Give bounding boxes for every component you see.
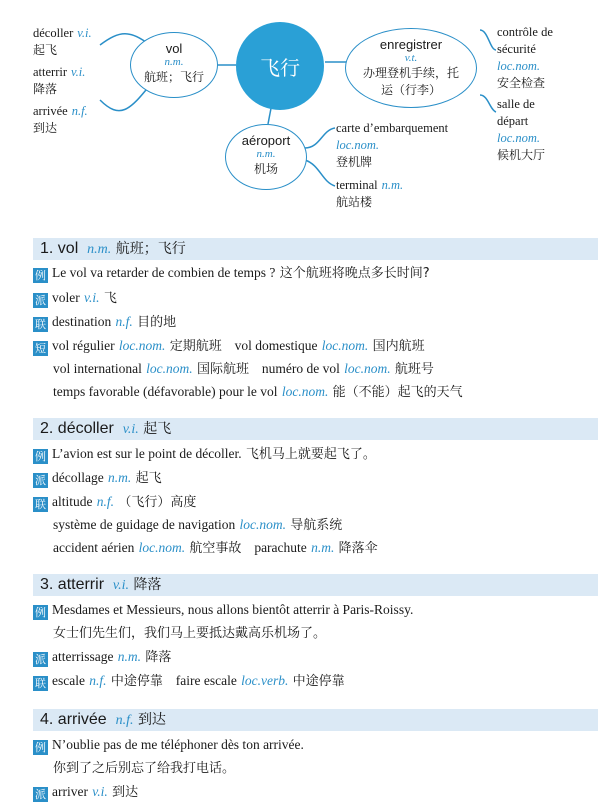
derivative-fr: décollage: [52, 470, 104, 485]
related-zh: 导航系统: [290, 518, 343, 533]
related-zh: 目的地: [137, 315, 177, 330]
entry-decoller-zh: 起飞: [143, 421, 172, 437]
related-row: [33, 312, 176, 333]
phrase-fr: vol régulier: [52, 338, 115, 353]
bubble-aeroport-fr: aéroport: [241, 133, 291, 148]
entry-arrivee-pos: n.f.: [115, 713, 134, 728]
phrase-fr: vol domestique: [234, 338, 318, 353]
phrase-zh: 定期航班: [169, 339, 222, 354]
map-item-arrivee: arrivée n.f.: [33, 104, 88, 118]
map-controle-pos: loc.nom.: [497, 59, 541, 73]
related-row: [33, 492, 196, 513]
derivative-fr: voler: [52, 290, 80, 305]
phrase-row: [53, 382, 463, 403]
related-fr: système de guidage de navigation: [53, 517, 236, 532]
tag-li: 例: [35, 741, 46, 754]
map-salle-fr1: salle de: [497, 97, 535, 111]
entry-atterrir-zh: 降落: [133, 577, 162, 593]
tag-li: 例: [35, 606, 46, 619]
map-controle-zh: 安全检查: [497, 76, 546, 90]
phrase-pos: loc.nom.: [146, 361, 193, 376]
example-row: [33, 263, 430, 284]
example-translation-row: [53, 623, 326, 644]
map-item-decoller-zh: 起飞: [33, 43, 58, 57]
phrase-zh: 能（不能）起飞的天气: [332, 385, 463, 400]
map-terminal-zh: 航站楼: [336, 195, 373, 209]
phrase-zh: 国际航班: [196, 362, 249, 377]
related-row: [53, 538, 378, 559]
derivative-pos: n.m.: [117, 649, 142, 664]
related-fr: parachute: [254, 540, 307, 555]
map-salle-zh: 候机大厅: [497, 148, 546, 162]
example-fr: Le vol va retarder de combien de temps ?: [52, 265, 276, 280]
example-row: [33, 600, 413, 620]
related-pos: loc.nom.: [138, 540, 186, 555]
derivative-zh: 起飞: [135, 471, 162, 486]
bubble-vol-fr: vol: [165, 41, 183, 56]
related-fr: destination: [52, 314, 112, 329]
related-zh: 航空事故: [189, 541, 242, 556]
derivative-zh: 降落: [145, 650, 172, 665]
entry-vol-title: 1. vol: [40, 240, 79, 257]
tag-lian: 联: [35, 677, 46, 690]
derivative-fr: atterrissage: [52, 649, 114, 664]
phrase-fr: numéro de vol: [261, 361, 340, 376]
derivative-zh: 到达: [112, 785, 139, 800]
phrase-pos: loc.nom.: [344, 361, 391, 376]
mindmap-center-label: 飞行: [260, 55, 300, 80]
entry-atterrir-pos: v.i.: [112, 578, 129, 593]
derivative-row: [33, 288, 117, 309]
bubble-aeroport-zh: 机场: [253, 162, 278, 176]
entry-arrivee-zh: 到达: [137, 712, 166, 728]
phrase-pos: loc.nom.: [321, 338, 369, 353]
bubble-enreg-fr: enregistrer: [379, 37, 443, 52]
example-fr: N’oublie pas de me téléphoner dès ton arrivée.: [52, 737, 304, 752]
bubble-vol: [130, 32, 218, 98]
related-fr: accident aérien: [53, 540, 135, 555]
related-fr: escale: [52, 673, 85, 688]
entry-decoller-pos: v.i.: [122, 422, 139, 437]
entry-heading-vol: [33, 238, 598, 260]
tag-pai: 派: [35, 474, 46, 487]
phrase-fr: temps favorable (défavorable) pour le vol: [53, 384, 278, 399]
mindmap-center: [236, 22, 324, 110]
derivative-fr: arriver: [52, 784, 88, 799]
entry-heading-arrivee: [33, 709, 598, 731]
example-zh: 女士们先生们，我们马上要抵达戴高乐机场了。: [53, 626, 327, 641]
map-item-atterrir: atterrir v.i.: [33, 65, 86, 79]
example-zh: 飞机马上就要起飞了。: [245, 447, 376, 462]
map-item-arrivee-zh: 到达: [33, 121, 58, 135]
map-terminal-pos: n.m.: [381, 178, 404, 192]
phrase-fr: vol international: [53, 361, 142, 376]
related-fr: altitude: [52, 494, 93, 509]
derivative-pos: n.m.: [108, 470, 132, 485]
tag-li: 例: [35, 269, 46, 282]
bubble-enregistrer: [345, 28, 477, 108]
example-zh: 这个航班将晚点多长时间?: [279, 266, 430, 281]
phrase-zh: 航班号: [394, 362, 434, 377]
example-row: [33, 735, 304, 755]
derivative-row: [33, 468, 162, 489]
derivative-pos: v.i.: [84, 290, 100, 305]
entry-heading-atterrir: [33, 574, 598, 596]
map-item-decoller: décoller v.i.: [33, 26, 92, 40]
tag-li: 例: [35, 450, 46, 463]
map-controle-fr1: contrôle de: [497, 25, 553, 39]
related-row: [53, 515, 342, 536]
related-pos: n.f.: [115, 314, 133, 329]
tag-pai: 派: [35, 653, 46, 666]
example-row: [33, 444, 376, 465]
derivative-pos: v.i.: [92, 784, 108, 799]
map-item-atterrir-zh: 降落: [33, 82, 58, 96]
tag-duan: 短: [35, 342, 46, 355]
map-terminal-fr: terminal: [336, 178, 378, 192]
tag-lian: 联: [35, 498, 46, 511]
example-fr: L’avion est sur le point de décoller.: [52, 446, 242, 461]
phrase-pos: loc.nom.: [118, 338, 166, 353]
mindmap-left-list: [33, 24, 92, 137]
phrase-row: [53, 359, 434, 380]
tag-pai: 派: [35, 788, 46, 801]
bubble-aeroport-pos: n.m.: [256, 148, 276, 160]
phrase-row: [33, 336, 425, 357]
derivative-row: [33, 647, 171, 668]
map-item-terminal: [336, 176, 403, 211]
tag-lian: 联: [35, 318, 46, 331]
phrase-zh: 国内航班: [372, 339, 425, 354]
bubble-enreg-zh1: 办理登机手续，托: [362, 66, 459, 80]
phrase-pos: loc.nom.: [281, 384, 329, 399]
derivative-row: [33, 782, 138, 803]
entry-heading-decoller: [33, 418, 598, 440]
entry-vol-zh: 航班；飞行: [115, 241, 186, 257]
related-zh: 中途停靠: [110, 674, 163, 689]
derivative-zh: 飞: [103, 291, 117, 306]
entry-vol-pos: n.m.: [87, 242, 112, 257]
bubble-enreg-zh2: 运（行李）: [380, 83, 441, 97]
map-carte-fr: carte d’embarquement: [336, 121, 449, 135]
related-zh: （飞行）高度: [118, 495, 197, 510]
map-salle-fr2: départ: [497, 114, 529, 128]
entry-atterrir-title: 3. atterrir: [40, 576, 105, 593]
related-zh: 降落伞: [338, 541, 378, 556]
map-carte-zh: 登机牌: [336, 155, 373, 169]
example-fr: Mesdames et Messieurs, nous allons bientôt atterrir à Paris-Roissy.: [52, 602, 414, 617]
bubble-vol-pos: n.m.: [164, 56, 184, 68]
example-zh: 你到了之后别忘了给我打电话。: [53, 761, 236, 776]
example-translation-row: [53, 758, 235, 779]
related-pos: n.m.: [311, 540, 335, 555]
map-item-controle: [497, 24, 553, 92]
tag-pai: 派: [35, 294, 46, 307]
map-item-salle: [497, 96, 545, 164]
related-zh: 中途停靠: [292, 674, 345, 689]
bubble-enreg-pos: v.t.: [404, 52, 418, 64]
related-pos: loc.nom.: [239, 517, 286, 532]
related-pos: loc.verb.: [241, 673, 289, 688]
bubble-aeroport: [225, 124, 307, 190]
bubble-vol-zh: 航班；飞行: [143, 70, 204, 84]
entry-arrivee-title: 4. arrivée: [40, 711, 107, 728]
related-pos: n.f.: [89, 673, 107, 688]
related-pos: n.f.: [96, 494, 115, 509]
related-row: [33, 671, 345, 692]
map-salle-pos: loc.nom.: [497, 131, 541, 145]
related-fr: faire escale: [175, 673, 237, 688]
entry-decoller-title: 2. décoller: [40, 420, 114, 437]
map-item-carte: [336, 120, 448, 171]
map-carte-pos: loc.nom.: [336, 138, 380, 152]
map-controle-fr2: sécurité: [497, 42, 536, 56]
